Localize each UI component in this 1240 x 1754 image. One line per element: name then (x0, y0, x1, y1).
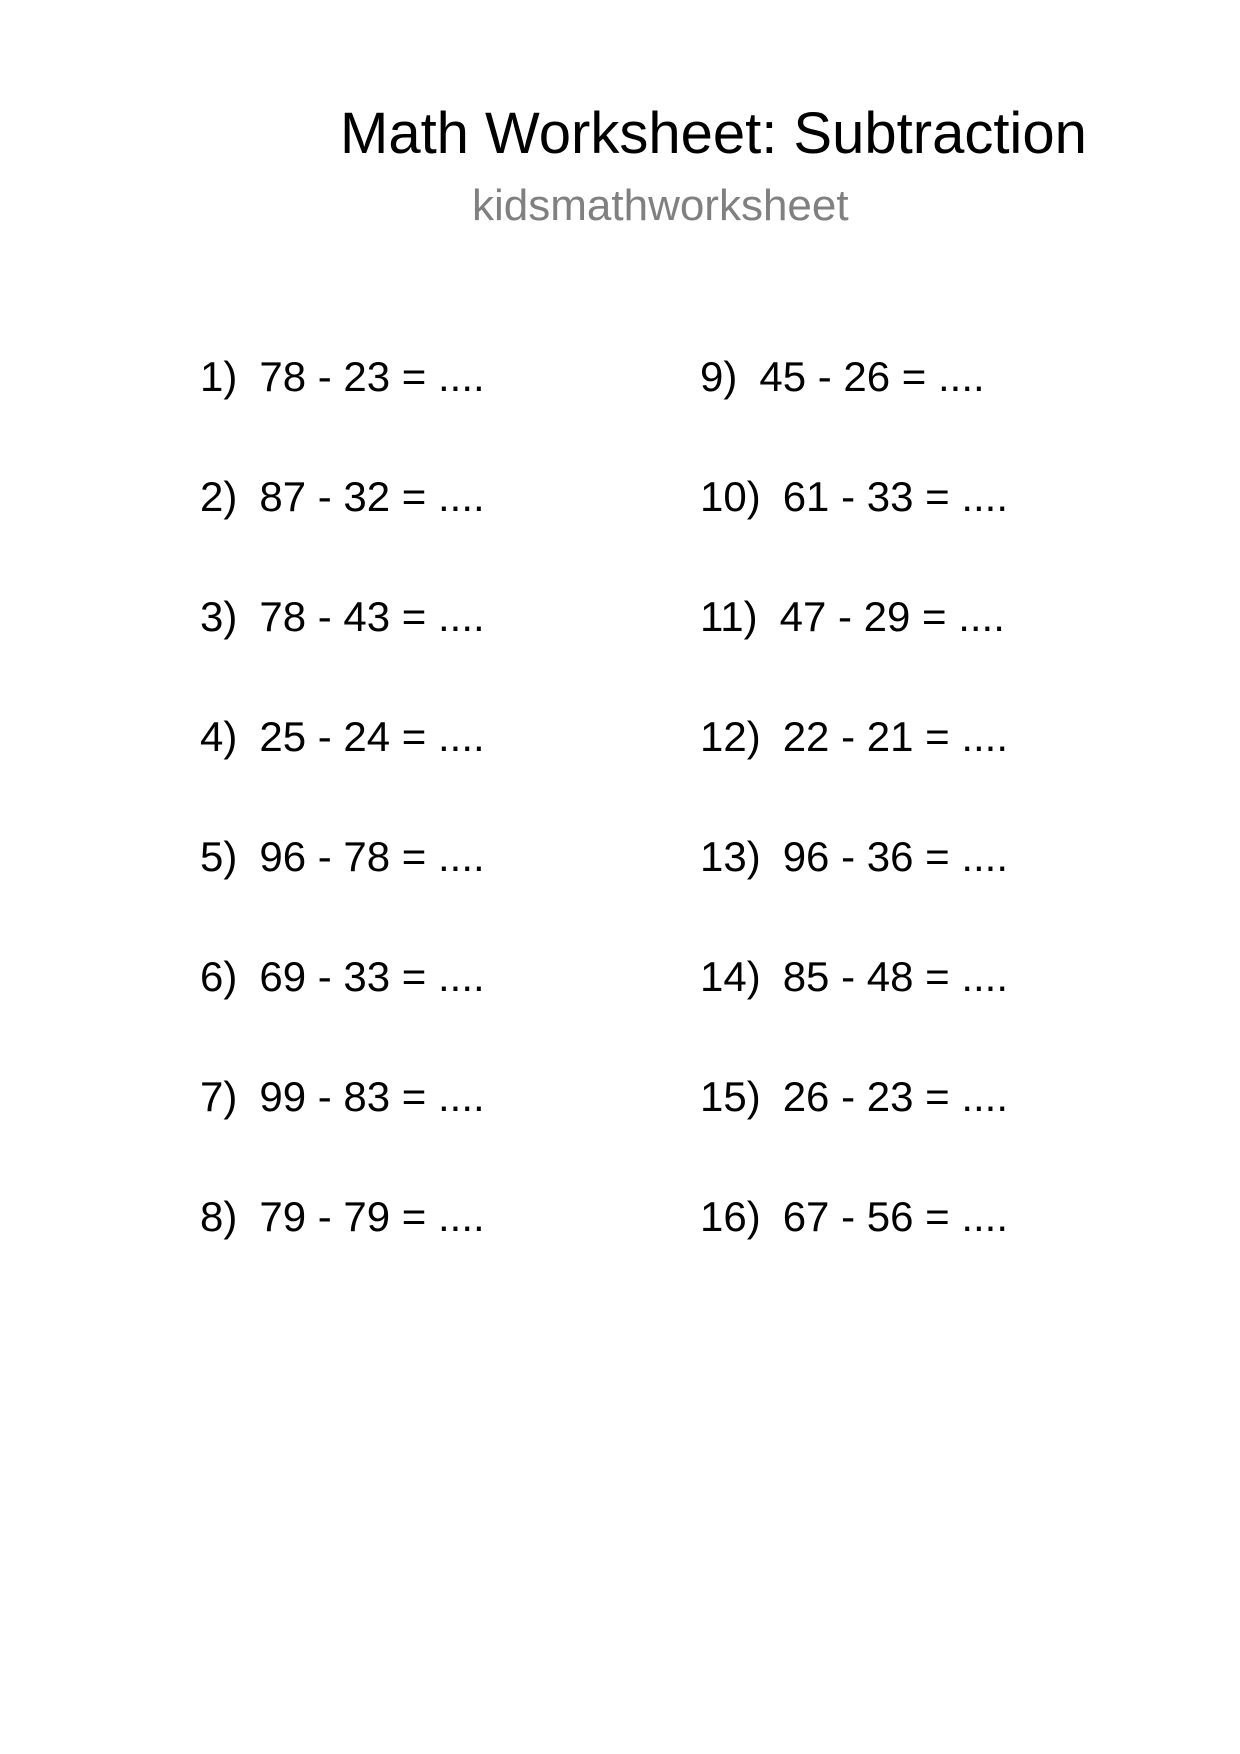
problem-item (700, 712, 1008, 762)
problem-item (200, 592, 485, 642)
problem-item (200, 472, 485, 522)
problem-number: 10) (700, 473, 761, 520)
problem-item (200, 1072, 485, 1122)
problem-expression: 78 - 43 = .... (259, 593, 485, 640)
problem-expression: 22 - 21 = .... (782, 713, 1009, 760)
problem-item (700, 472, 1008, 522)
problem-number: 8) (200, 1193, 238, 1240)
problem-item (700, 592, 1005, 642)
problem-number: 9) (700, 353, 738, 400)
problem-expression: 61 - 33 = .... (782, 473, 1009, 520)
problem-expression: 96 - 78 = .... (259, 833, 485, 880)
problem-number: 11) (700, 593, 758, 640)
problem-number: 7) (200, 1073, 238, 1120)
problem-item (700, 952, 1008, 1002)
page-title: Math Worksheet: Subtraction (340, 101, 1087, 166)
problem-expression: 85 - 48 = .... (782, 953, 1009, 1000)
problem-number: 3) (200, 593, 238, 640)
problem-expression: 69 - 33 = .... (259, 953, 485, 1000)
problem-item (200, 832, 485, 882)
problem-expression: 99 - 83 = .... (259, 1073, 485, 1120)
problem-expression: 26 - 23 = .... (782, 1073, 1009, 1120)
problem-item (700, 1192, 1008, 1242)
problem-number: 5) (200, 833, 238, 880)
problem-number: 15) (700, 1073, 761, 1120)
problem-item (200, 952, 485, 1002)
problem-item (200, 712, 485, 762)
problem-number: 6) (200, 953, 238, 1000)
problem-number: 13) (700, 833, 761, 880)
problem-number: 2) (200, 473, 238, 520)
problem-number: 1) (200, 353, 238, 400)
problem-item (700, 352, 985, 402)
problem-expression: 47 - 29 = .... (779, 593, 1005, 640)
problem-expression: 79 - 79 = .... (259, 1193, 485, 1240)
problem-number: 12) (700, 713, 761, 760)
problem-expression: 78 - 23 = .... (259, 353, 485, 400)
problem-expression: 25 - 24 = .... (259, 713, 485, 760)
problem-item (700, 832, 1008, 882)
page-subtitle: kidsmathworksheet (472, 181, 849, 230)
problem-item (200, 352, 485, 402)
problem-item (700, 1072, 1008, 1122)
problem-number: 16) (700, 1193, 761, 1240)
problem-expression: 87 - 32 = .... (259, 473, 485, 520)
problem-expression: 67 - 56 = .... (782, 1193, 1009, 1240)
problem-item (200, 1192, 485, 1242)
problem-number: 14) (700, 953, 761, 1000)
problem-expression: 96 - 36 = .... (782, 833, 1009, 880)
problem-expression: 45 - 26 = .... (759, 353, 985, 400)
problem-number: 4) (200, 713, 238, 760)
